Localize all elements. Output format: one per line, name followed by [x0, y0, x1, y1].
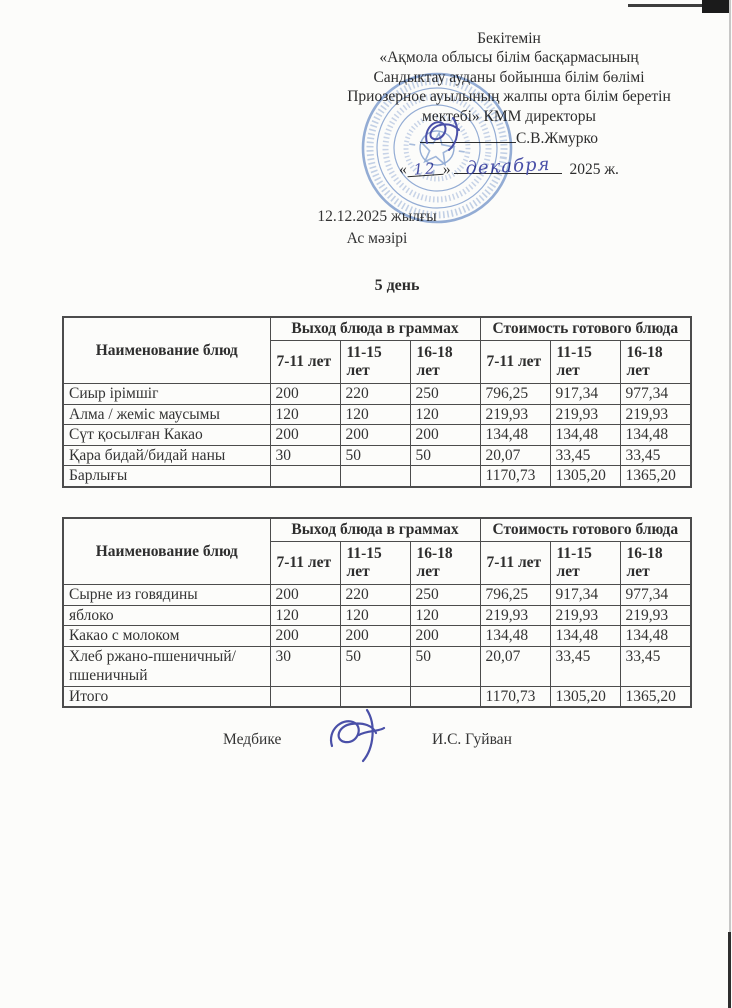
value-cell: 120	[340, 404, 410, 425]
age-column-header: 7-11 лет	[480, 341, 550, 384]
value-cell: 120	[340, 605, 410, 626]
value-cell: 120	[270, 605, 340, 626]
scan-artifact-corner	[702, 0, 729, 13]
value-cell: 120	[270, 404, 340, 425]
age-column-header: 16-18 лет	[620, 341, 691, 384]
approval-date-line	[333, 153, 685, 180]
cost-group-header: Стоимость готового блюда	[480, 317, 691, 341]
value-cell: 200	[340, 626, 410, 647]
table-row	[63, 646, 691, 686]
value-cell: 134,48	[550, 425, 620, 446]
age-column-header: 11-15 лет	[550, 341, 620, 384]
menu-title: Ас мәзірі	[346, 230, 408, 247]
director-signature-line	[333, 128, 685, 148]
value-cell: 120	[410, 605, 480, 626]
value-cell: 50	[410, 445, 480, 466]
value-cell: 30	[270, 445, 340, 466]
value-cell: 917,34	[550, 585, 620, 606]
value-cell: 134,48	[620, 626, 691, 647]
value-cell: 219,93	[620, 605, 691, 626]
dish-name-cell: Қара бидай/бидай наны	[63, 445, 270, 466]
dish-name-cell: Хлеб ржано-пшеничный/пшеничный	[63, 646, 270, 686]
dish-name-cell: Сырне из говядины	[63, 585, 270, 606]
value-cell: 134,48	[620, 425, 691, 446]
value-cell: 134,48	[480, 626, 550, 647]
table-row	[63, 384, 691, 405]
value-cell: 796,25	[480, 384, 550, 405]
approval-line: Сандыктау ауданы бойынша білім бөлімі	[373, 68, 645, 86]
approval-line: Приозерное ауылының жалпы орта білім беретін	[347, 88, 671, 106]
quote-close: »	[442, 161, 451, 179]
value-cell: 917,34	[550, 384, 620, 405]
value-cell	[410, 466, 480, 487]
value-cell: 977,34	[620, 384, 691, 405]
table-row	[63, 585, 691, 606]
menu-table-2	[62, 517, 692, 708]
nurse-role-label: Медбике	[223, 731, 282, 748]
value-cell: 200	[270, 585, 340, 606]
table-row	[63, 425, 691, 446]
dish-name-cell: Итого	[63, 686, 270, 707]
age-column-header: 16-18 лет	[620, 542, 691, 585]
director-name: С.В.Жмурко	[515, 130, 599, 148]
age-column-header: 11-15 лет	[550, 542, 620, 585]
table-row	[63, 445, 691, 466]
cost-group-header: Стоимость готового блюда	[480, 518, 691, 542]
dish-name-cell: Алма / жеміс маусымы	[63, 404, 270, 425]
value-cell: 200	[270, 425, 340, 446]
age-column-header: 7-11 лет	[270, 341, 340, 384]
age-column-header: 16-18 лет	[410, 341, 480, 384]
value-cell: 200	[340, 425, 410, 446]
value-cell: 1365,20	[620, 686, 691, 707]
value-cell: 220	[340, 384, 410, 405]
scan-edge-line	[729, 0, 731, 1008]
value-cell: 33,45	[620, 445, 691, 466]
value-cell	[270, 466, 340, 487]
year-label: 2025 ж.	[569, 161, 619, 179]
value-cell: 50	[340, 646, 410, 686]
value-cell: 1170,73	[480, 466, 550, 487]
value-cell: 33,45	[550, 445, 620, 466]
value-cell: 200	[410, 626, 480, 647]
output-group-header: Выход блюда в граммах	[270, 317, 480, 341]
menu-heading	[277, 206, 477, 250]
nurse-signature	[320, 704, 394, 766]
age-column-header: 16-18 лет	[410, 542, 480, 585]
quote-open: «	[399, 161, 407, 179]
value-cell: 250	[410, 585, 480, 606]
approval-line: Бекітемін	[477, 30, 541, 47]
nurse-name: И.С. Гуйван	[432, 731, 512, 748]
value-cell: 1305,20	[550, 466, 620, 487]
value-cell: 219,93	[620, 404, 691, 425]
dish-name-cell: яблоко	[63, 605, 270, 626]
age-column-header: 11-15 лет	[340, 542, 410, 585]
value-cell: 200	[270, 626, 340, 647]
scan-artifact-line	[628, 4, 706, 7]
output-group-header: Выход блюда в граммах	[270, 518, 480, 542]
value-cell: 30	[270, 646, 340, 686]
value-cell: 200	[410, 425, 480, 446]
value-cell: 250	[410, 384, 480, 405]
value-cell: 134,48	[480, 425, 550, 446]
approval-line: мектебі» КММ директоры	[422, 107, 596, 125]
scan-edge-dark-segment	[728, 932, 731, 1008]
table-row	[63, 605, 691, 626]
menu-date: 12.12.2025 жылғы	[317, 208, 437, 225]
table-row	[63, 466, 691, 487]
value-cell	[340, 466, 410, 487]
approval-line: «Ақмола облысы білім басқармасының	[379, 49, 639, 67]
value-cell: 50	[340, 445, 410, 466]
value-cell: 1305,20	[550, 686, 620, 707]
approval-block	[333, 29, 685, 180]
value-cell: 219,93	[480, 404, 550, 425]
dish-name-cell: Сүт қосылған Какао	[63, 425, 270, 446]
value-cell: 134,48	[550, 626, 620, 647]
age-column-header: 7-11 лет	[270, 542, 340, 585]
day-heading: 5 день	[374, 277, 420, 294]
age-column-header: 11-15 лет	[340, 341, 410, 384]
value-cell: 50	[410, 646, 480, 686]
value-cell: 219,93	[550, 605, 620, 626]
table-row	[63, 626, 691, 647]
value-cell: 977,34	[620, 585, 691, 606]
value-cell	[410, 686, 480, 707]
value-cell: 200	[270, 384, 340, 405]
handwritten-day: 12	[406, 159, 443, 177]
value-cell: 1365,20	[620, 466, 691, 487]
director-signature	[418, 114, 476, 154]
dish-column-header: Наименование блюд	[63, 317, 270, 384]
value-cell: 219,93	[480, 605, 550, 626]
value-cell: 20,07	[480, 445, 550, 466]
value-cell: 220	[340, 585, 410, 606]
value-cell: 1170,73	[480, 686, 550, 707]
value-cell: 796,25	[480, 585, 550, 606]
value-cell: 20,07	[480, 646, 550, 686]
dish-name-cell: Какао с молоком	[63, 626, 270, 647]
value-cell: 33,45	[620, 646, 691, 686]
value-cell: 120	[410, 404, 480, 425]
dish-column-header: Наименование блюд	[63, 518, 270, 585]
handwritten-month: декабря	[465, 153, 552, 180]
month-underline	[454, 153, 562, 180]
value-cell: 219,93	[550, 404, 620, 425]
age-column-header: 7-11 лет	[480, 542, 550, 585]
dish-name-cell: Барлығы	[63, 466, 270, 487]
menu-table-1	[62, 316, 692, 488]
dish-name-cell: Сиыр ірімшіг	[63, 384, 270, 405]
table-row	[63, 404, 691, 425]
value-cell: 33,45	[550, 646, 620, 686]
